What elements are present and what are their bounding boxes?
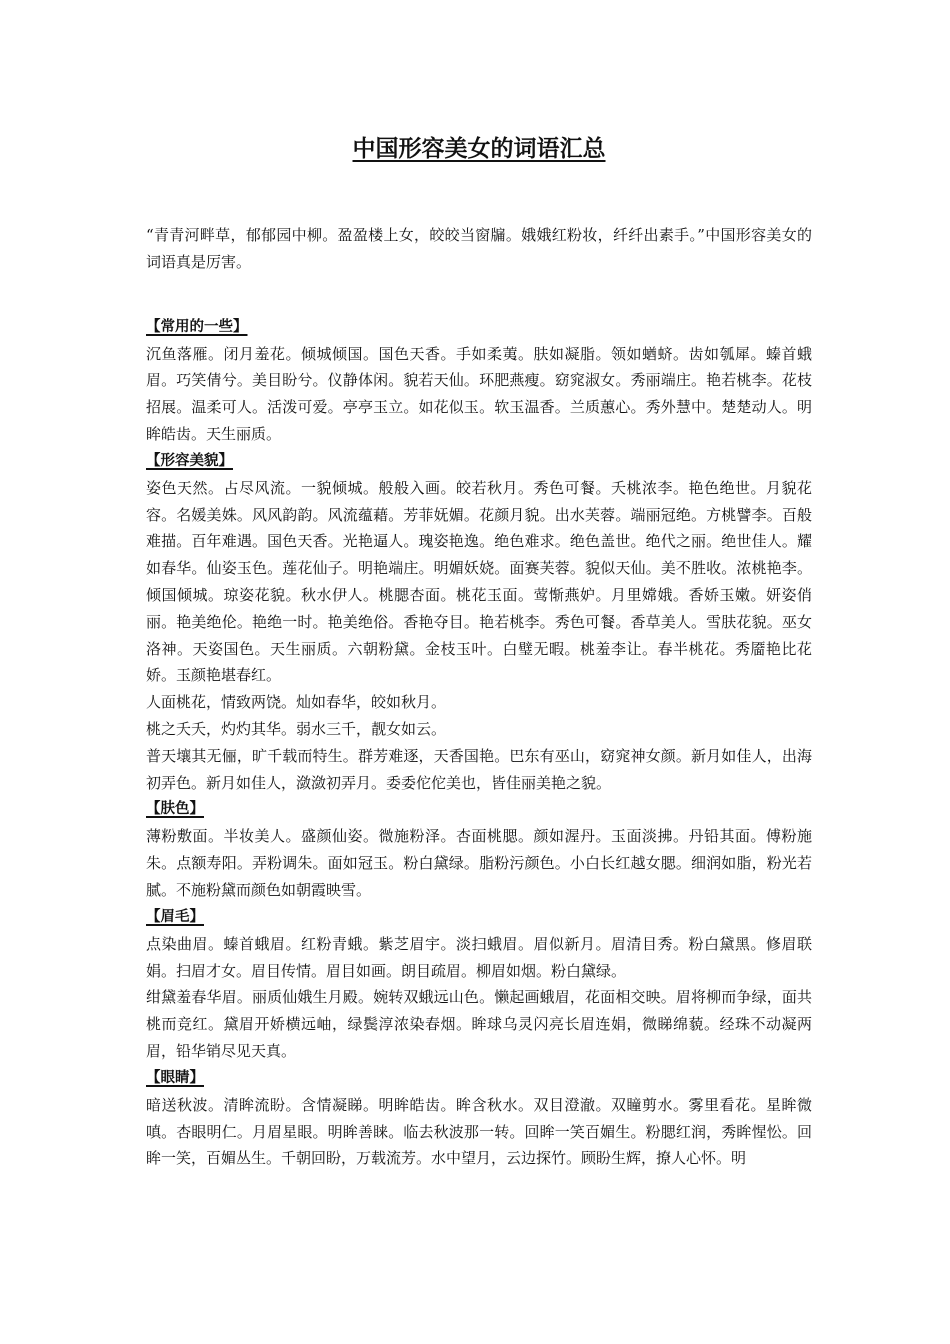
section-paragraph: 人面桃花，情致两饶。灿如春华，皎如秋月。 (146, 693, 447, 712)
section-eyebrows (146, 904, 812, 1065)
section-paragraph: 薄粉敷面。半妆美人。盛颜仙姿。微施粉泽。杏面桃腮。颜如渥丹。玉面淡拂。丹铅其面。傅粉施朱。点额寿阳。弄粉调朱。面如冠玉。粉白黛绿。脂粉污颜色。小白长红越女腮。细润如脂，粉光若腻。不施粉黛而颜色如朝霞映雪。 (146, 827, 812, 899)
intro-paragraph: “青青河畔草，郁郁园中柳。盈盈楼上女，皎皎当窗牖。娥娥红粉妆，纤纤出素手。”中国形容美女的词语真是厉害。 (146, 226, 812, 271)
section-paragraph: 暗送秋波。清眸流盼。含情凝睇。明眸皓齿。眸含秋水。双目澄澈。双瞳剪水。雾里看花。星眸微嗔。杏眼明仁。月眉星眼。明眸善睐。临去秋波那一转。回眸一笑百媚生。粉腮红润，秀眸惺忪。回眸一笑，百媚丛生。千朝回盼，万载流芳。水中望月，云边探竹。顾盼生辉，撩人心怀。明 (146, 1095, 812, 1168)
section-heading-skin: 【肤色】 (146, 801, 204, 818)
document-title (146, 134, 812, 164)
section-paragraph: 桃之夭夭，灼灼其华。弱水三千，靓女如云。 (146, 719, 447, 738)
section-paragraph: 绀黛羞春华眉。丽质仙娥生月殿。婉转双蛾远山色。懒起画蛾眉，花面相交映。眉将柳而争绿，面共桃而竞红。黛眉开娇横远岫，绿鬓淳浓染春烟。眸球乌灵闪亮长眉连娟，微睇绵藐。经珠不动凝两眉，铅华销尽见天真。 (146, 988, 812, 1060)
document-title-text: 中国形容美女的词语汇总 (352, 136, 606, 162)
section-heading-eyebrows: 【眉毛】 (146, 908, 204, 925)
section-heading-appearance: 【形容美貌】 (146, 452, 233, 469)
section-paragraph: 点染曲眉。螓首蛾眉。红粉青蛾。紫芝眉宇。淡扫蛾眉。眉似新月。眉清目秀。粉白黛黑。修眉联娟。扫眉才女。眉目传情。眉目如画。朗目疏眉。柳眉如烟。粉白黛绿。 (146, 934, 812, 980)
section-skin (146, 796, 812, 903)
section-eyes (146, 1065, 812, 1172)
section-paragraph: 姿色天然。占尽风流。一貌倾城。般般入画。皎若秋月。秀色可餐。夭桃浓李。艳色绝世。月貌花容。名媛美姝。风风韵韵。风流蕴藉。芳菲妩媚。花颜月貌。出水芙蓉。端丽冠绝。方桃譬李。百般难描。百年难遇。国色天香。光艳逼人。瑰姿艳逸。绝色难求。绝色盖世。绝代之丽。绝世佳人。耀如春华。仙姿玉色。莲花仙子。明艳端庄。明媚妖娆。面赛芙蓉。貌似天仙。美不胜收。浓桃艳李。倾国倾城。琼姿花貌。秋水伊人。桃腮杏面。桃花玉面。莺惭燕妒。月里嫦娥。香娇玉嫩。妍姿俏丽。艳美绝伦。艳绝一时。艳美绝俗。香艳夺目。艳若桃李。秀色可餐。香草美人。雪肤花貌。巫女洛神。天姿国色。天生丽质。六朝粉黛。金枝玉叶。白璧无暇。桃羞李让。春半桃花。秀靥艳比花娇。玉颜艳堪春红。 (146, 478, 812, 685)
document-body (146, 222, 812, 1172)
section-paragraph: 沉鱼落雁。闭月羞花。倾城倾国。国色天香。手如柔荑。肤如凝脂。领如蝤蛴。齿如瓠犀。螓首蛾眉。巧笑倩兮。美目盼兮。仪静体闲。貌若天仙。环肥燕瘦。窈窕淑女。秀丽端庄。艳若桃李。花枝招展。温柔可人。活泼可爱。亭亭玉立。如花似玉。软玉温香。兰质蕙心。秀外慧中。楚楚动人。明眸皓齿。天生丽质。 (146, 344, 812, 443)
section-common (146, 314, 812, 448)
section-heading-eyes: 【眼睛】 (146, 1069, 204, 1086)
section-paragraph: 普天壤其无俪，旷千载而特生。群芳难逐，天香国艳。巴东有巫山，窈窕神女颜。新月如佳人，出海初弄色。新月如佳人，潋潋初弄月。委委佗佗美也，皆佳丽美艳之貌。 (146, 746, 812, 792)
section-heading-common: 【常用的一些】 (146, 318, 248, 335)
section-appearance (146, 448, 812, 797)
